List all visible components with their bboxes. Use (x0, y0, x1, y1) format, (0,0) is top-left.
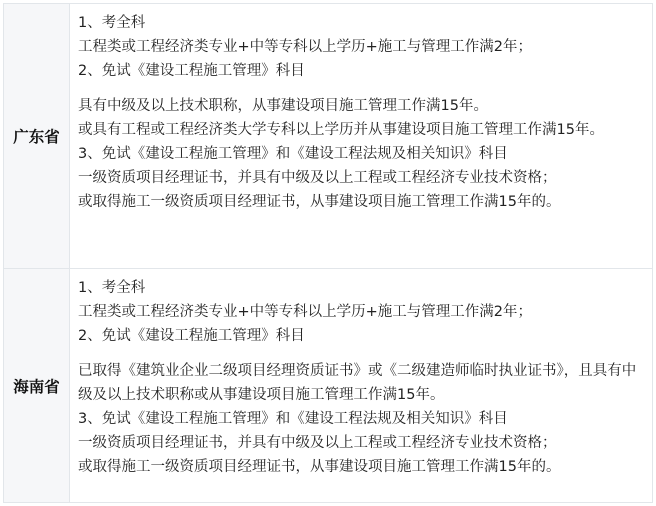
requirements-cell (78, 276, 648, 479)
table-row-guangdong (4, 4, 652, 269)
requirements-table (3, 3, 653, 503)
list-item: 3、免试《建设工程施工管理》和《建设工程法规及相关知识》科目 (78, 411, 508, 427)
list-item: 1、考全科 (78, 280, 146, 296)
province-cell: 广东省 (4, 4, 70, 268)
list-item: 或取得施工一级资质项目经理证书，从事建设项目施工管理工作满15年的。 (78, 459, 561, 475)
spacer (78, 83, 648, 94)
requirements-cell (78, 11, 648, 214)
list-item: 或具有工程或工程经济类大学专科以上学历并从事建设项目施工管理工作满15年。 (78, 122, 604, 138)
list-item: 或取得施工一级资质项目经理证书，从事建设项目施工管理工作满15年的。 (78, 194, 561, 210)
list-item: 3、免试《建设工程施工管理》和《建设工程法规及相关知识》科目 (78, 146, 508, 162)
list-item: 2、免试《建设工程施工管理》科目 (78, 328, 305, 344)
list-item: 工程类或工程经济类专业+中等专科以上学历+施工与管理工作满2年； (78, 39, 533, 55)
list-item: 工程类或工程经济类专业+中等专科以上学历+施工与管理工作满2年； (78, 304, 533, 320)
list-item: 具有中级及以上技术职称，从事建设项目施工管理工作满15年。 (78, 98, 488, 114)
table-row-hainan (4, 269, 652, 502)
province-cell: 海南省 (4, 269, 70, 502)
list-item: 1、考全科 (78, 15, 146, 31)
list-item: 一级资质项目经理证书，并具有中级及以上工程或工程经济专业技术资格； (78, 435, 557, 451)
spacer (78, 348, 648, 359)
list-item: 2、免试《建设工程施工管理》科目 (78, 63, 305, 79)
list-item: 一级资质项目经理证书，并具有中级及以上工程或工程经济专业技术资格； (78, 170, 557, 186)
list-item: 已取得《建筑业企业二级项目经理资质证书》或《二级建造师临时执业证书》，且具有中级及以上技术职称或从事建设项目施工管理工作满15年。 (78, 363, 637, 403)
